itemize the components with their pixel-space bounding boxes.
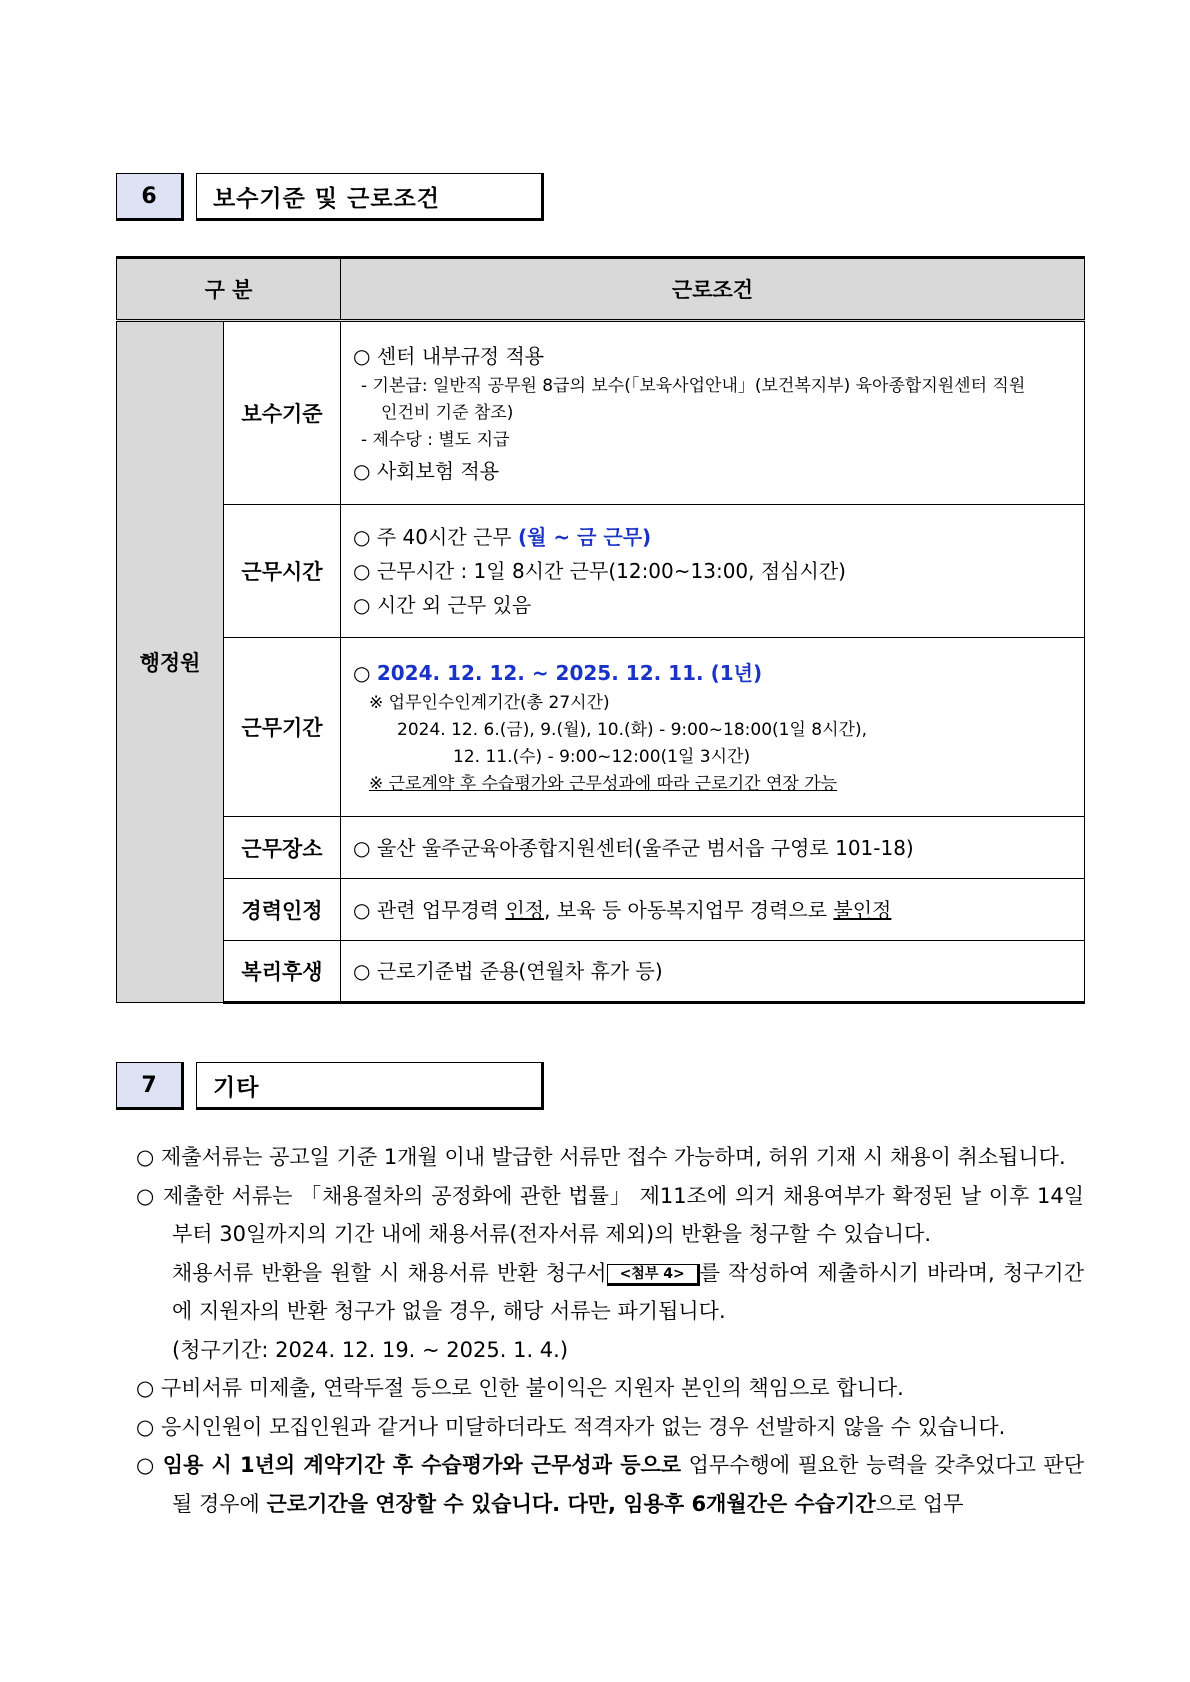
career-recognized: 인정 <box>505 897 545 922</box>
salary-line: - 제수당 : 별도 지급 <box>361 429 510 450</box>
note-text: 으로 업무 <box>875 1491 964 1516</box>
career-text: , 보육 등 아동복지업무 경력으로 <box>544 897 834 922</box>
place-content: ○ 울산 울주군육아종합지원센터(울주군 범서읍 구영로 101-18) <box>341 817 1085 879</box>
note-text: 업무수행에 필요한 능력을 갖추었다고 판단될 경우에 <box>172 1453 1085 1516</box>
note-text: ○ <box>136 1453 163 1477</box>
hours-line: ○ 주 40시간 근무 <box>353 525 518 549</box>
period-line: ※ 업무인수인계기간(총 27시간) <box>369 693 610 713</box>
salary-line: ○ 센터 내부규정 적용 <box>353 343 545 368</box>
period-line: 12. 11.(수) - 9:00~12:00(1일 3시간) <box>453 747 751 767</box>
row-label-career: 경력인정 <box>224 879 341 941</box>
note-paragraph <box>136 1254 1084 1331</box>
row-label-hours: 근무시간 <box>224 505 341 638</box>
section-title: 보수기준 및 근로조건 <box>196 173 544 221</box>
hours-content <box>341 505 1085 638</box>
other-notes <box>136 1138 1084 1523</box>
period-content <box>341 638 1085 817</box>
row-label-period: 근무기간 <box>224 638 341 817</box>
row-label-welfare: 복리후생 <box>224 941 341 1003</box>
note-paragraph: ○ 응시인원이 모집인원과 같거나 미달하더라도 적격자가 없는 경우 선발하지 않을 수 있습니다. <box>136 1414 1006 1439</box>
hours-emphasis: (월 ~ 금 근무) <box>517 525 652 549</box>
period-line: 2024. 12. 6.(금), 9.(월), 10.(화) - 9:00~18:00(1일 8시간), <box>397 720 867 740</box>
hours-line: ○ 시간 외 근무 있음 <box>353 593 532 617</box>
salary-line: - 기본급: 일반직 공무원 8급의 보수(「보육사업안내」(보건복지부) 육아종합지원센터 직원 <box>361 375 1026 396</box>
section-number: 7 <box>116 1062 184 1110</box>
note-text: 채용서류 반환을 원할 시 채용서류 반환 청구서 <box>172 1260 607 1285</box>
career-content <box>341 879 1085 941</box>
note-bold: 근로기간을 연장할 수 있습니다. 다만, 임용후 6개월간은 수습기간 <box>266 1491 876 1516</box>
note-paragraph <box>136 1446 1084 1523</box>
row-label-place: 근무장소 <box>224 817 341 879</box>
note-bold: 임용 시 1년의 계약기간 후 수습평가와 근무성과 등으로 <box>162 1453 682 1477</box>
group-label: 행정원 <box>117 321 224 1003</box>
working-conditions-table <box>116 256 1085 1004</box>
period-emphasis: 2024. 12. 12. ~ 2025. 12. 11. (1년) <box>376 661 763 685</box>
section-title: 기타 <box>196 1062 544 1110</box>
welfare-content: ○ 근로기준법 준용(연월차 휴가 등) <box>341 941 1085 1003</box>
note-text: 를 작성하여 제출하시기 바라며, 청구기간에 지원자의 반환 청구가 없을 경우, 해당 서류는 파기됩니다. <box>172 1260 1084 1323</box>
hours-line: ○ 근무시간 : 1일 8시간 근무(12:00~13:00, 점심시간) <box>353 559 846 583</box>
note-paragraph: ○ 제출서류는 공고일 기준 1개월 이내 발급한 서류만 접수 가능하며, 허위 기재 시 채용이 취소됩니다. <box>136 1145 1066 1169</box>
note-period: (청구기간: 2024. 12. 19. ~ 2025. 1. 4.) <box>172 1337 569 1362</box>
period-note: ※ 근로계약 후 수습평가와 근무성과에 따라 근로기간 연장 가능 <box>369 774 838 794</box>
career-not-recognized: 불인정 <box>833 897 892 922</box>
header-category: 구 분 <box>117 258 341 321</box>
career-text: ○ 관련 업무경력 <box>353 897 506 922</box>
header-conditions: 근로조건 <box>341 258 1085 321</box>
attachment-badge: <첨부 4> <box>607 1264 700 1286</box>
note-paragraph: ○ 구비서류 미제출, 연락두절 등으로 인한 불이익은 지원자 본인의 책임으로 합니다. <box>136 1376 904 1400</box>
section-number: 6 <box>116 173 184 221</box>
salary-content <box>341 321 1085 505</box>
note-paragraph: ○ 제출한 서류는 「채용절차의 공정화에 관한 법률」 제11조에 의거 채용여부가 확정된 날 이후 14일부터 30일까지의 기간 내에 채용서류(전자서류 제외)의 반환을 청구할 수 있습니다. <box>136 1183 1084 1246</box>
row-label-salary: 보수기준 <box>224 321 341 505</box>
salary-line: 인건비 기준 참조) <box>381 402 514 423</box>
salary-line: ○ 사회보험 적용 <box>353 458 500 483</box>
period-line: ○ <box>353 661 377 685</box>
